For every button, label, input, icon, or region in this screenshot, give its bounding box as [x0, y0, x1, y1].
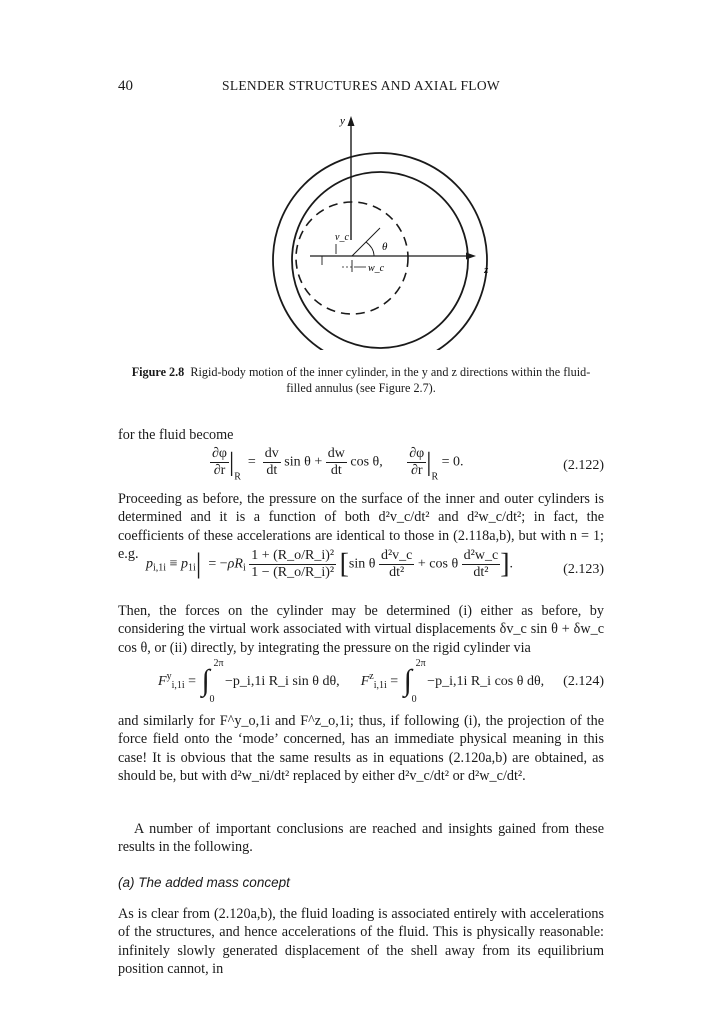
eq122-t1-den: dt — [266, 463, 278, 478]
eq123-d2v-num: d²v_c — [380, 548, 413, 563]
z-axis-arrow — [466, 253, 476, 260]
eq123-d2v-den: dt² — [389, 565, 405, 580]
eq122-number: (2.122) — [563, 458, 604, 473]
eq123-den: 1 − (R_o/R_i)² — [251, 565, 335, 580]
theta-arc — [366, 242, 374, 256]
eq123-d2w-num: d²w_c — [463, 548, 499, 563]
caption-label: Figure 2.8 — [131, 365, 185, 379]
eq122-t1-trig: sin θ + — [284, 454, 323, 470]
eq123-sin: sin θ — [348, 556, 376, 572]
caption-text: Rigid-body motion of the inner cylinder, in the y and z directions within the fluid-filled annulus (see Figure 2.7). — [190, 365, 591, 395]
equation-2-124: $F^y_{i,1i}$ = ∫ 2π 0 −p_i,1i R_i sin θ dθ, $F^z_{i,1i}$ = ∫ 2π 0 −p_i,1i R_i cos θ dθ, (2.124) — [158, 658, 604, 705]
y-axis-arrow — [348, 116, 355, 126]
theta-label: θ — [382, 241, 388, 253]
eq123-d2w-den: dt² — [473, 565, 489, 580]
para-then: Then, the forces on the cylinder may be determined (i) either as before, by considering the virtual work associated with virtual displacements δv_c sin θ + δw_c cos θ, or (ii) directly, by integrating the pressure on the rigid cylinder via — [118, 603, 604, 656]
para-as-is: As is clear from (2.120a,b), the fluid loading is associated entirely with accelerations of the structures, and hence accelerations of the fluid. This is physically reasonable: infinitely slowly generated displacement of the shell away from its equilibrium position cannot, in — [118, 906, 604, 977]
eq124-upper-2: 2π — [415, 658, 426, 669]
eq124-integrand-z: −p_i,1i R_i cos θ dθ, — [427, 674, 545, 690]
eq123-cos: + cos θ — [417, 556, 459, 572]
figure-annulus-diagram — [250, 110, 500, 350]
eq122-rhs-den: ∂r — [410, 463, 423, 478]
displaced-cylinder — [296, 202, 408, 314]
eq123-number: (2.123) — [563, 562, 604, 577]
z-axis-label: z — [484, 264, 489, 276]
eq122-lhs-den: ∂r — [213, 463, 226, 478]
eq122-lhs-num: ∂φ — [212, 446, 227, 461]
eq122-t2-den: dt — [330, 463, 342, 478]
y-axis-label: y — [340, 115, 345, 127]
para-proceeding: Proceeding as before, the pressure on the surface of the inner and outer cylinders is determined and it is a function of both d²v_c/dt² and d²w_c/dt²; in fact, the coefficients of these accelerations are identical to those in (2.118a,b), but with n = 1; e.g. — [118, 491, 604, 562]
eq122-t1-num: dv — [264, 446, 279, 461]
inner-cylinder-outer-edge — [292, 172, 468, 348]
para-similarly: and similarly for F^y_o,1i and F^z_o,1i; thus, if following (i), the projection of the force field onto the ‘mode’ concerned, has an immediate physical meaning in this case! It is obvious that the same results as in equations (2.120a,b) are obtained, as should be, but with d²w_ni/dt² replaced by either d²v_c/dt² or d²w_c/dt². — [118, 713, 604, 784]
equation-2-123: $p_{i,1i} \equiv p_{1i}| = -\rho R_i$ $\frac{\text{1 + (R\_o/R\_i)²}}{\text{1 − (R\_o/R\_i)²}}$ [sin θ $\frac{\text{d²v\_c}}{\text{dt²}}$ + cos θ $\frac{\text{d²w\_c}}{\text{dt²}}$ ]. (2.123) — [146, 548, 604, 580]
figure-caption — [120, 364, 602, 396]
eq123-lhs: p — [146, 556, 153, 572]
eq122-rhs-val: = 0. — [441, 454, 464, 470]
outer-cylinder — [273, 153, 487, 350]
eq124-integrand-y: −p_i,1i R_i sin θ dθ, — [225, 674, 340, 690]
eq123-num: 1 + (R_o/R_i)² — [251, 548, 335, 563]
eq122-lhs-sub: R — [234, 471, 241, 483]
eq124-upper-1: 2π — [213, 658, 224, 669]
equation-2-122: $\frac{\partial\varphi}{\partial r}$ $|_R$ = $\frac{dv}{dt}$ sin θ + $\frac{dw}{dt}$ cos θ, $\frac{\partial\varphi}{\partial r}$ $|_R = 0$. (2.122) — [212, 446, 604, 483]
eq124-lower-1: 0 — [209, 694, 215, 705]
running-title: SLENDER STRUCTURES AND AXIAL FLOW — [222, 78, 500, 93]
eq122-t2-num: dw — [327, 446, 345, 461]
eq122-t2-trig: cos θ, — [350, 454, 383, 470]
vc-label: v_c — [335, 232, 349, 243]
section-heading: (a) The added mass concept — [118, 875, 290, 890]
text-fluid-become: for the fluid become — [118, 427, 234, 443]
eq124-lower-2: 0 — [411, 694, 417, 705]
eq124-number: (2.124) — [563, 674, 604, 689]
para-number: A number of important conclusions are reached and insights gained from these results in the following. — [118, 821, 604, 856]
page-number: 40 — [118, 78, 133, 94]
eq122-rhs-num: ∂φ — [409, 446, 425, 461]
eq122-rhs-sub: R — [431, 471, 439, 483]
wc-label: w_c — [368, 263, 385, 274]
